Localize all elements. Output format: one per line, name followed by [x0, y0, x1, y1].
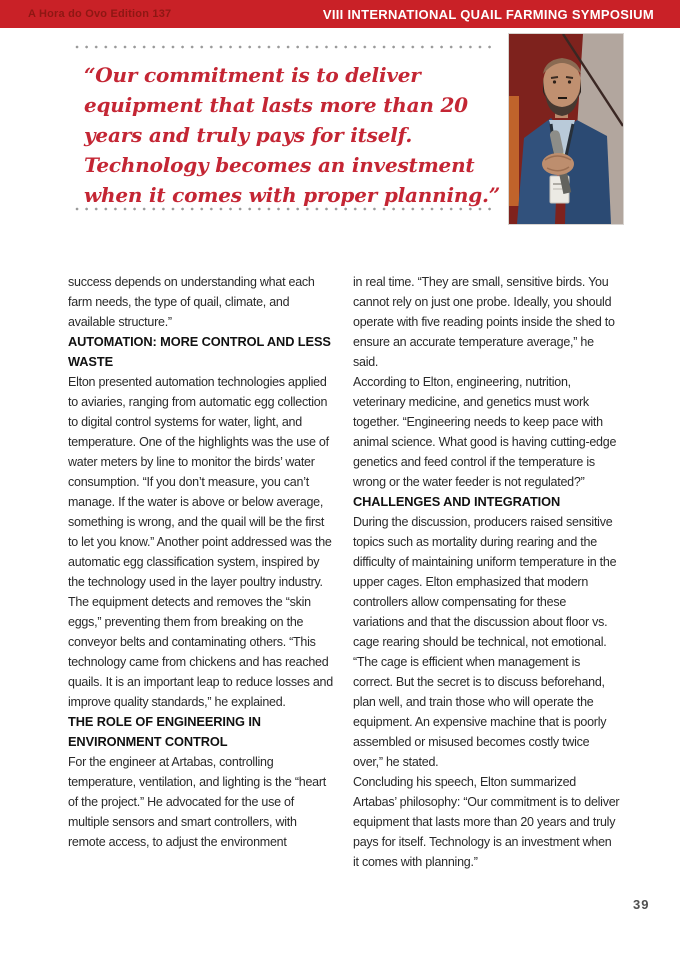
- speaker-photo: [508, 33, 624, 225]
- edition-label: A Hora do Ovo Edition 137: [28, 8, 172, 20]
- symposium-title: VIII INTERNATIONAL QUAIL FARMING SYMPOSIUM: [322, 6, 654, 22]
- pull-quote-text: “Our commitment is to deliver equipment that lasts more than 20 years and truly pays for itself. Technology becomes an investment when it comes with proper planning.”: [84, 63, 501, 207]
- left-column: [68, 272, 335, 872]
- dotted-divider-top: [75, 45, 493, 49]
- section-heading-right-2: CHALLENGES AND INTEGRATION: [353, 494, 561, 509]
- body-paragraph-right-1: According to Elton, engineering, nutrition, veterinary medicine, and genetics must work together. “Engineering needs to keep pace with animal science. What good is having cutting-edge genetics and feed control if the temperature is wrong or the water feeder is not regulated?”: [353, 375, 617, 489]
- body-paragraph-left-2: Elton presented automation technologies applied to aviaries, ranging from automatic egg collection to digital control systems for water, light, and temperature. One of the highlights was the use of water meters by line to monitor the birds’ water consumption. “If you don’t measure, you can’t manage. If the water is above or below average, something is wrong, and the quail will be the first to let you know.” Another point addressed was the automatic egg classification system, inspired by the technology used in the layer poultry industry. The equipment detects and removes the “skin eggs,” preventing them from breaking on the conveyor belts and contaminating others. “This technology came from chickens and has reached quails. It is an important leap to reduce losses and improve quality standards,” he explained.: [68, 375, 333, 709]
- speaker-photo-illustration: [509, 34, 623, 224]
- photo-orange-strip: [509, 96, 519, 206]
- right-column: [353, 272, 620, 872]
- body-paragraph-left-4: For the engineer at Artabas, controlling temperature, ventilation, and lighting is the “heart of the project.” He advocated for the use of multiple sensors and smart controllers, with remote access, to adjust the environment: [68, 755, 326, 849]
- section-heading-left-1: AUTOMATION: MORE CONTROL AND LESS WASTE: [68, 334, 331, 369]
- body-paragraph-right-3: During the discussion, producers raised sensitive topics such as mortality during rearing and the difficulty of maintaining uniform temperature in the upper cages. Elton emphasized that modern controllers allow compensating for these variations and that the discussion about floor vs. cage rearing should be technical, not emotional. “The cage is efficient when management is correct. But the secret is to discuss beforehand, plan well, and train those who will operate the equipment. An expensive machine that is poorly assembled or misused becomes costly twice over,” he stated.: [353, 515, 617, 769]
- section-heading-left-3: THE ROLE OF ENGINEERING IN ENVIRONMENT CONTROL: [68, 714, 261, 749]
- page-number: 39: [633, 897, 650, 912]
- body-paragraph-right-0: in real time. “They are small, sensitive birds. You cannot rely on just one probe. Ideally, you should operate with five reading points inside the shed to ensure an accurate temperature average,” he said.: [353, 275, 615, 369]
- article-body: [68, 272, 620, 872]
- body-paragraph-left-0: success depends on understanding what each farm needs, the type of quail, climate, and available structure.”: [68, 275, 315, 329]
- header-bar: [0, 0, 680, 28]
- body-paragraph-right-4: Concluding his speech, Elton summarized Artabas’ philosophy: “Our commitment is to deliver equipment that lasts more than 20 years and truly pays for itself. Technology is an investment when it comes with planning.”: [353, 775, 620, 869]
- dotted-divider-bottom: [75, 207, 493, 211]
